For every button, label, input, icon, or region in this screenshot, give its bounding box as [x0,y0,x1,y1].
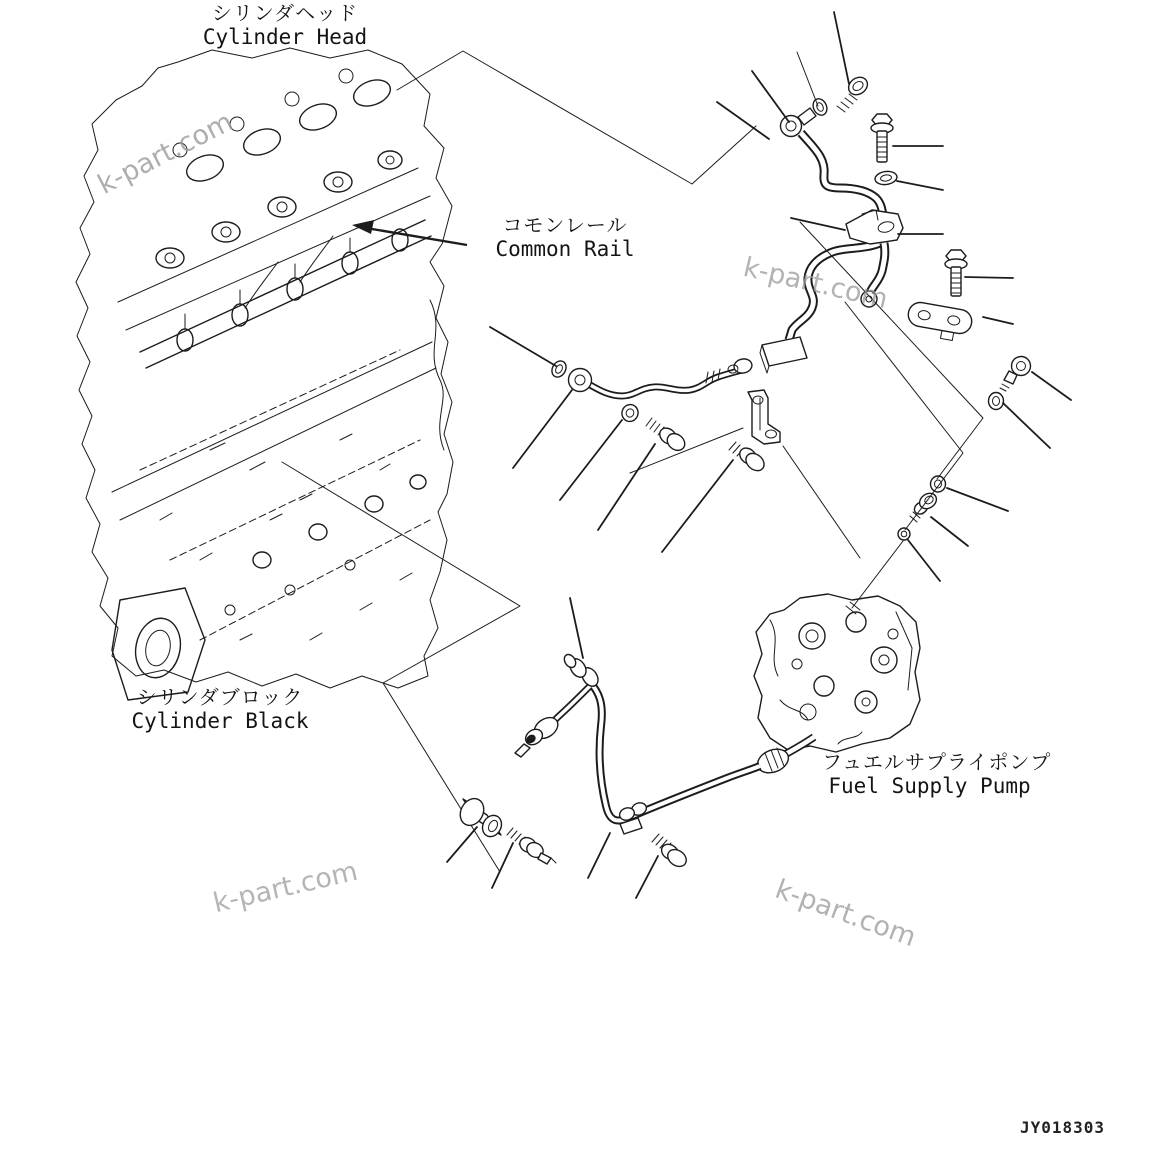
pipe-clamp [846,210,903,244]
label-fuel-supply-pump [822,750,1052,798]
washer-mid-left [549,358,569,379]
tube-union-fitting [515,713,562,757]
cap-nut [569,369,592,392]
label-cylinder-block-ja: シリンダブロック [136,685,304,709]
eye-joint-right [1000,357,1031,392]
label-cylinder-head-ja: シリンダヘッド [211,1,359,25]
joint-bolt-top [837,74,871,112]
banjo-block [727,337,807,375]
pump-supply-tube-assembly [515,652,760,834]
sleeve [456,794,505,839]
label-cylinder-block [120,686,320,733]
watermark: k-part.com [771,873,920,954]
figure-code: JY018303 [1020,1118,1106,1137]
connector-bolt [507,828,556,864]
pipe-eye-fitting [861,291,877,307]
gasket-washer [874,170,898,186]
banjo-eye-top [781,108,817,137]
label-fuel-supply-pump-en: Fuel Supply Pump [828,774,1031,798]
label-cylinder-head-en: Cylinder Head [202,25,368,49]
watermark: k-part.com [740,251,891,316]
washer-right-1 [989,393,1004,410]
watermark: k-part.com [210,855,361,920]
label-cylinder-block-en: Cylinder Black [131,709,309,733]
flange-bolt-1 [871,114,893,162]
label-common-rail-ja: コモンレール [502,213,628,237]
link-plate [905,301,974,344]
flange-bolt-4 [652,834,689,870]
label-common-rail [455,214,675,261]
o-ring [898,528,910,540]
label-cylinder-head [160,2,410,49]
engine-drawing [76,48,453,700]
label-fuel-supply-pump-ja: フュエルサプライポンプ [822,750,1052,774]
tube-top-fitting [562,652,601,689]
watermark: k-part.com [92,106,239,201]
flange-bolt-2 [945,250,967,296]
mid-return-tube-assembly [569,337,808,396]
label-common-rail-en: Common Rail [495,237,635,261]
tube-clamp [618,801,648,834]
flange-bolt-3 [729,442,767,474]
l-bracket [748,390,780,444]
